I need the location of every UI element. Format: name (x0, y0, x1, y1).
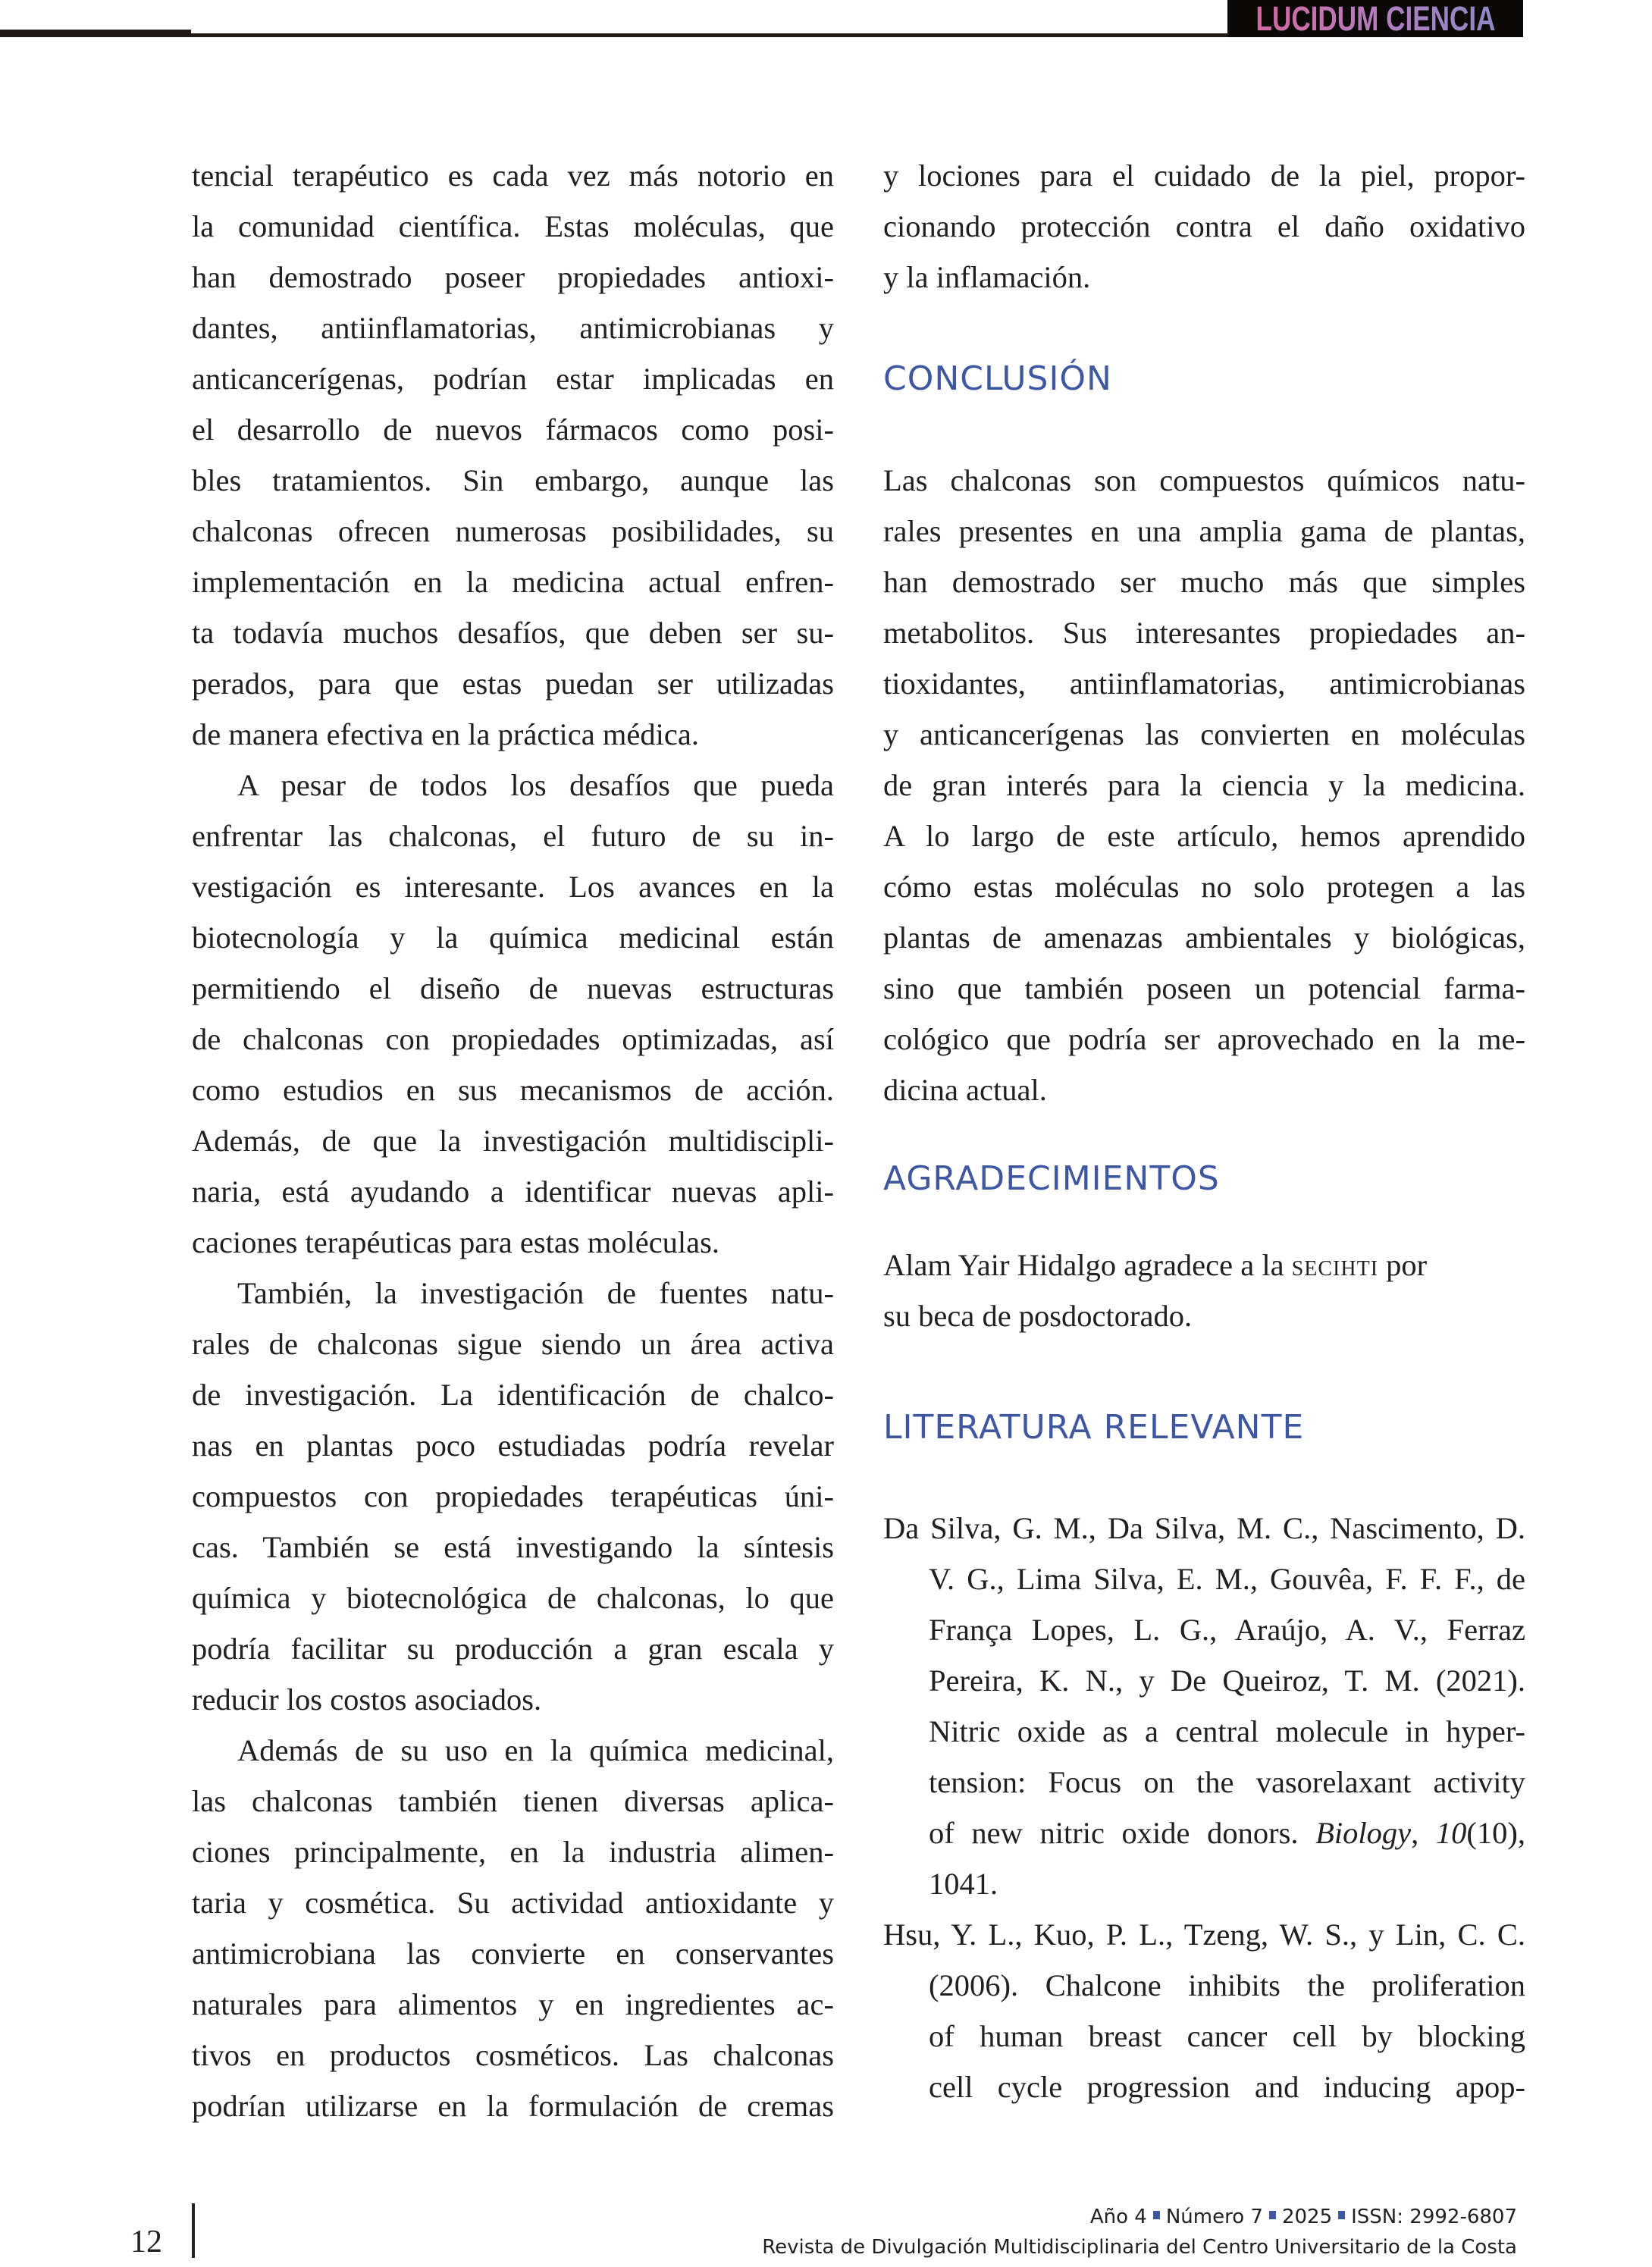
text-line: Nitric oxide as a central molecule in hyper- (929, 1714, 1525, 1748)
text-line: podría facilitar su producción a gran escala y (192, 1632, 834, 1666)
text-line: de manera efectiva en la práctica médica. (192, 717, 699, 751)
text-line: perados, para que estas puedan ser utilizadas (192, 666, 834, 701)
text-line: cas. También se está investigando la síntesis (192, 1530, 834, 1564)
text-line: han demostrado poseer propiedades antioxi- (192, 260, 834, 294)
journal-full-name: Revista de Divulgación Multidisciplinaria del Centro Universitario de la Costa (762, 2236, 1517, 2259)
conclusion-paragraph (883, 455, 1525, 1115)
text-line: naria, está ayudando a identificar nuevas apli- (192, 1174, 834, 1209)
text-line: A lo largo de este artículo, hemos aprendido (883, 819, 1525, 853)
paragraph-4 (192, 1725, 834, 2131)
text-line: ciones principalmente, en la industria alimen- (192, 1835, 834, 1869)
text-line: han demostrado ser mucho más que simples (883, 565, 1525, 599)
section-heading-conclusion: CONCLUSIÓN (883, 359, 1112, 398)
text-line: y la inflamación. (883, 260, 1091, 294)
section-heading-references: LITERATURA RELEVANTE (883, 1408, 1305, 1447)
journal-name: Biology (1315, 1816, 1412, 1850)
text-line: plantas de amenazas ambientales y biológicas, (883, 920, 1525, 955)
text-line: V. G., Lima Silva, E. M., Gouvêa, F. F. F., de (929, 1562, 1525, 1596)
left-column (192, 150, 834, 2131)
text-line: Además, de que la investigación multidiscipli- (192, 1124, 834, 1158)
acknowledgements-paragraph (883, 1240, 1525, 1341)
text-line: chalconas ofrecen numerosas posibilidades, su (192, 514, 834, 548)
text-line: cómo estas moléculas no solo protegen a las (883, 870, 1525, 904)
paragraph-2 (192, 760, 834, 1268)
text-line: de chalconas con propiedades optimizadas, así (192, 1022, 834, 1056)
text-line: enfrentar las chalconas, el futuro de su in- (192, 819, 834, 853)
text-line: su beca de posdoctorado. (883, 1299, 1193, 1333)
paragraph-continuation (883, 150, 1525, 303)
text-line: permitiendo el diseño de nuevas estructuras (192, 971, 834, 1005)
text-line: Da Silva, G. M., Da Silva, M. C., Nascimento, D. (883, 1511, 1525, 1545)
text-line: de gran interés para la ciencia y la medicina. (883, 768, 1525, 802)
issue-info (1090, 2203, 1517, 2231)
section-heading-acknowledgements: AGRADECIMIENTOS (883, 1159, 1220, 1198)
text-line: dicina actual. (883, 1073, 1047, 1107)
issue-date: 2025 (1281, 2206, 1333, 2228)
journal-brand-title: LUCIDUM CIENCIA (1255, 0, 1495, 38)
text-line: cionando protección contra el daño oxidativo (883, 209, 1525, 243)
text-line: biotecnología y la química medicinal están (192, 920, 834, 955)
text-line: química y biotecnológica de chalconas, lo que (192, 1581, 834, 1615)
reference-item (883, 1909, 1525, 2112)
text-line: implementación en la medicina actual enfren- (192, 565, 834, 599)
issue-year: Año 4 (1089, 2206, 1147, 2228)
square-bullet-icon (1153, 2211, 1160, 2219)
text-line: sino que también poseen un potencial farma- (883, 971, 1525, 1005)
text-line: Además de su uso en la química medicinal, (237, 1733, 834, 1767)
text-line: ta todavía muchos desafíos, que deben ser su- (192, 616, 834, 650)
text-line: el desarrollo de nuevos fármacos como posi- (192, 412, 834, 447)
text-line: cell cycle progression and inducing apop- (929, 2070, 1525, 2104)
text-line: de investigación. La identificación de chalco- (192, 1378, 834, 1412)
page-number: 12 (130, 2225, 162, 2259)
text-line: Hsu, Y. L., Kuo, P. L., Tzeng, W. S., y Lin, C. C. (883, 1917, 1525, 1952)
text-line: rales presentes en una amplia gama de plantas, (883, 514, 1525, 548)
acronym-secihti: secihti (1291, 1248, 1379, 1282)
text-line: dantes, antiinflamatorias, antimicrobianas y (192, 311, 834, 345)
text-line: cológico que podría ser aprovechado en la me- (883, 1022, 1525, 1056)
page-number-divider (192, 2203, 195, 2258)
text-line: Las chalconas son compuestos químicos natu- (883, 463, 1525, 497)
text-line: compuestos con propiedades terapéuticas úni- (192, 1479, 834, 1513)
text-line: naturales para alimentos y en ingredientes ac- (192, 1987, 834, 2021)
header-rule-thin (191, 33, 1234, 37)
text-line: tencial terapéutico es cada vez más notorio en (192, 158, 834, 193)
text-line: metabolitos. Sus interesantes propiedades an- (883, 616, 1525, 650)
text-line: reducir los costos asociados. (192, 1682, 542, 1717)
text-line: França Lopes, L. G., Araújo, A. V., Ferraz (929, 1613, 1525, 1647)
text-line: tivos en productos cosméticos. Las chalconas (192, 2038, 834, 2072)
text-line: of new nitric oxide donors. Biology, 10(10), (929, 1816, 1525, 1850)
text-line: A pesar de todos los desafíos que pueda (237, 768, 834, 802)
volume-number: 10 (1435, 1816, 1467, 1850)
text-line: Alam Yair Hidalgo agradece a la secihti por (883, 1248, 1428, 1282)
text-line: bles tratamientos. Sin embargo, aunque las (192, 463, 834, 497)
text-line: antimicrobiana las convierte en conservantes (192, 1936, 834, 1971)
text-line: 1041. (929, 1867, 998, 1901)
text-line: vestigación es interesante. Los avances en la (192, 870, 834, 904)
text-line: tension: Focus on the vasorelaxant activity (929, 1765, 1525, 1799)
header-rule-thick (0, 30, 191, 37)
square-bullet-icon (1338, 2211, 1345, 2219)
text-line: las chalconas también tienen diversas aplica- (192, 1784, 834, 1818)
paragraph-3 (192, 1268, 834, 1725)
text-line: Pereira, K. N., y De Queiroz, T. M. (2021). (929, 1663, 1525, 1698)
reference-item (883, 1503, 1525, 1909)
paragraph-1 (192, 150, 834, 760)
text-line: (2006). Chalcone inhibits the proliferation (929, 1968, 1525, 2002)
text-line: nas en plantas poco estudiadas podría revelar (192, 1428, 834, 1463)
text-line: y lociones para el cuidado de la piel, propor- (883, 158, 1525, 193)
text-line: of human breast cancer cell by blocking (929, 2019, 1525, 2053)
text-line: como estudios en sus mecanismos de acción. (192, 1073, 834, 1107)
text-line: y anticancerígenas las convierten en moléculas (883, 717, 1525, 751)
issue-number: Número 7 (1165, 2206, 1263, 2228)
text-line: la comunidad científica. Estas moléculas, que (192, 209, 834, 243)
square-bullet-icon (1269, 2211, 1276, 2219)
journal-brand-banner (1227, 0, 1523, 37)
right-column (883, 150, 1525, 2112)
text-line: podrían utilizarse en la formulación de cremas (192, 2089, 834, 2123)
text-line: rales de chalconas sigue siendo un área activa (192, 1327, 834, 1361)
issn: ISSN: 2992-6807 (1351, 2206, 1517, 2228)
text-line: taria y cosmética. Su actividad antioxidante y (192, 1886, 834, 1920)
text-line: tioxidantes, antiinflamatorias, antimicrobianas (883, 666, 1525, 701)
text-line: anticancerígenas, podrían estar implicadas en (192, 362, 834, 396)
text-line: También, la investigación de fuentes natu- (237, 1276, 834, 1310)
text-line: caciones terapéuticas para estas moléculas. (192, 1225, 720, 1259)
